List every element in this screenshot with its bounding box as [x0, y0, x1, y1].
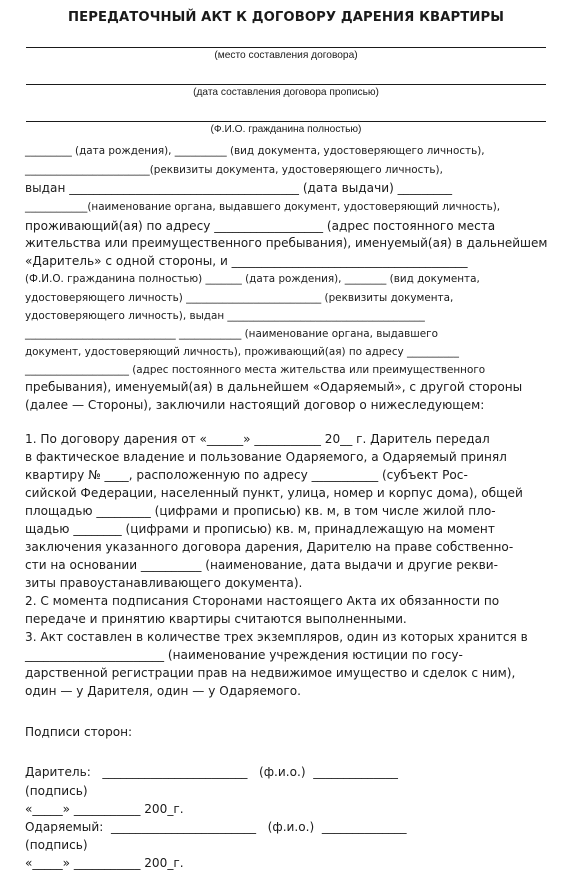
preamble-line: проживающий(ая) по адресу __________________ (адрес постоянного места — [25, 219, 496, 233]
date-blank-line — [26, 84, 546, 85]
preamble-line: «Даритель» с одной стороны, и _______________________________________ — [25, 254, 468, 268]
clause-line: площадью _________ (цифрами и прописью) кв. м, в том числе жилой пло- — [25, 504, 496, 518]
preamble-line: выдан ______________________________________ (дата выдачи) _________ — [25, 181, 453, 195]
clause-line: передаче и принятию квартиры считаются выполненными. — [25, 612, 407, 626]
clause-line: дарственной регистрации прав на недвижимое имущество и сделок с ним), — [25, 666, 516, 680]
place-blank-line — [26, 47, 546, 48]
clause-line: 2. С момента подписания Сторонами настоящего Акта их обязанности по — [25, 594, 500, 608]
donee-date-line: «_____» ___________ 200_г. — [25, 856, 184, 870]
clause-line: щадью ________ (цифрами и прописью) кв. м, принадлежащую на момент — [25, 522, 495, 536]
clause-line: в фактическое владение и пользование Одаряемого, а Одаряемый принял — [25, 450, 507, 464]
clause-line: зиты правоустанавливающего документа). — [25, 576, 303, 590]
donor-signature-line: Даритель: ________________________ (ф.и.о.) ______________ — [25, 765, 398, 779]
fio-blank-line — [26, 121, 546, 122]
preamble-line: _________ (дата рождения), __________ (вид документа, удостоверяющего личность), — [25, 145, 485, 157]
clause-line: сийской Федерации, населенный пункт, улица, номер и корпус дома), общей — [25, 486, 523, 500]
preamble-line: пребывания), именуемый(ая) в дальнейшем «Одаряемый», с другой стороны — [25, 380, 523, 394]
clause-line: заключения указанного договора дарения, Дарителю на праве собственно- — [25, 540, 514, 554]
clause-line: один — у Дарителя, один — у Одаряемого. — [25, 684, 302, 698]
donor-date-line: «_____» ___________ 200_г. — [25, 802, 184, 816]
preamble-line: (далее — Стороны), заключили настоящий договор о нижеследующем: — [25, 398, 485, 412]
preamble-line: документ, удостоверяющий личность), проживающий(ая) по адресу __________ — [25, 346, 459, 358]
clause-line: 1. По договору дарения от «______» ___________ 20__ г. Даритель передал — [25, 432, 490, 446]
place-caption: (место составления договора) — [214, 50, 358, 61]
document-title: ПЕРЕДАТОЧНЫЙ АКТ К ДОГОВОРУ ДАРЕНИЯ КВАРТИРЫ — [68, 10, 504, 25]
donee-signature-caption: (подпись) — [25, 838, 88, 852]
date-caption: (дата составления договора прописью) — [193, 87, 379, 98]
clause-line: 3. Акт составлен в количестве трех экземпляров, один из которых хранится в — [25, 630, 528, 644]
preamble-line: жительства или преимущественного пребывания), именуемый(ая) в дальнейшем — [25, 236, 548, 250]
signatures-heading: Подписи сторон: — [25, 725, 133, 739]
fio-caption: (Ф.И.О. гражданина полностью) — [210, 124, 362, 135]
donee-signature-line: Одаряемый: ________________________ (ф.и.о.) ______________ — [25, 820, 407, 834]
preamble-line: (Ф.И.О. гражданина полностью) _______ (дата рождения), ________ (вид документа, — [25, 273, 480, 285]
preamble-line: удостоверяющего личность), выдан ______________________________________ — [25, 310, 425, 322]
donor-signature-caption: (подпись) — [25, 784, 88, 798]
preamble-line: удостоверяющего личность) __________________________ (реквизиты документа, — [25, 292, 454, 304]
preamble-line: ____________________ (адрес постоянного места жительства или преимущественного — [25, 364, 486, 376]
preamble-line: ____________(наименование органа, выдавшего документ, удостоверяющий личность), — [25, 201, 501, 213]
clause-line: квартиру № ____, расположенную по адресу ___________ (субъект Рос- — [25, 468, 468, 482]
preamble-line: ________________________(реквизиты документа, удостоверяющего личность), — [25, 164, 443, 176]
clause-line: _______________________ (наименование учреждения юстиции по госу- — [25, 648, 463, 662]
preamble-line: _____________________________ ____________ (наименование органа, выдавшего — [25, 328, 438, 340]
clause-line: сти на основании __________ (наименование, дата выдачи и другие рекви- — [25, 558, 498, 572]
